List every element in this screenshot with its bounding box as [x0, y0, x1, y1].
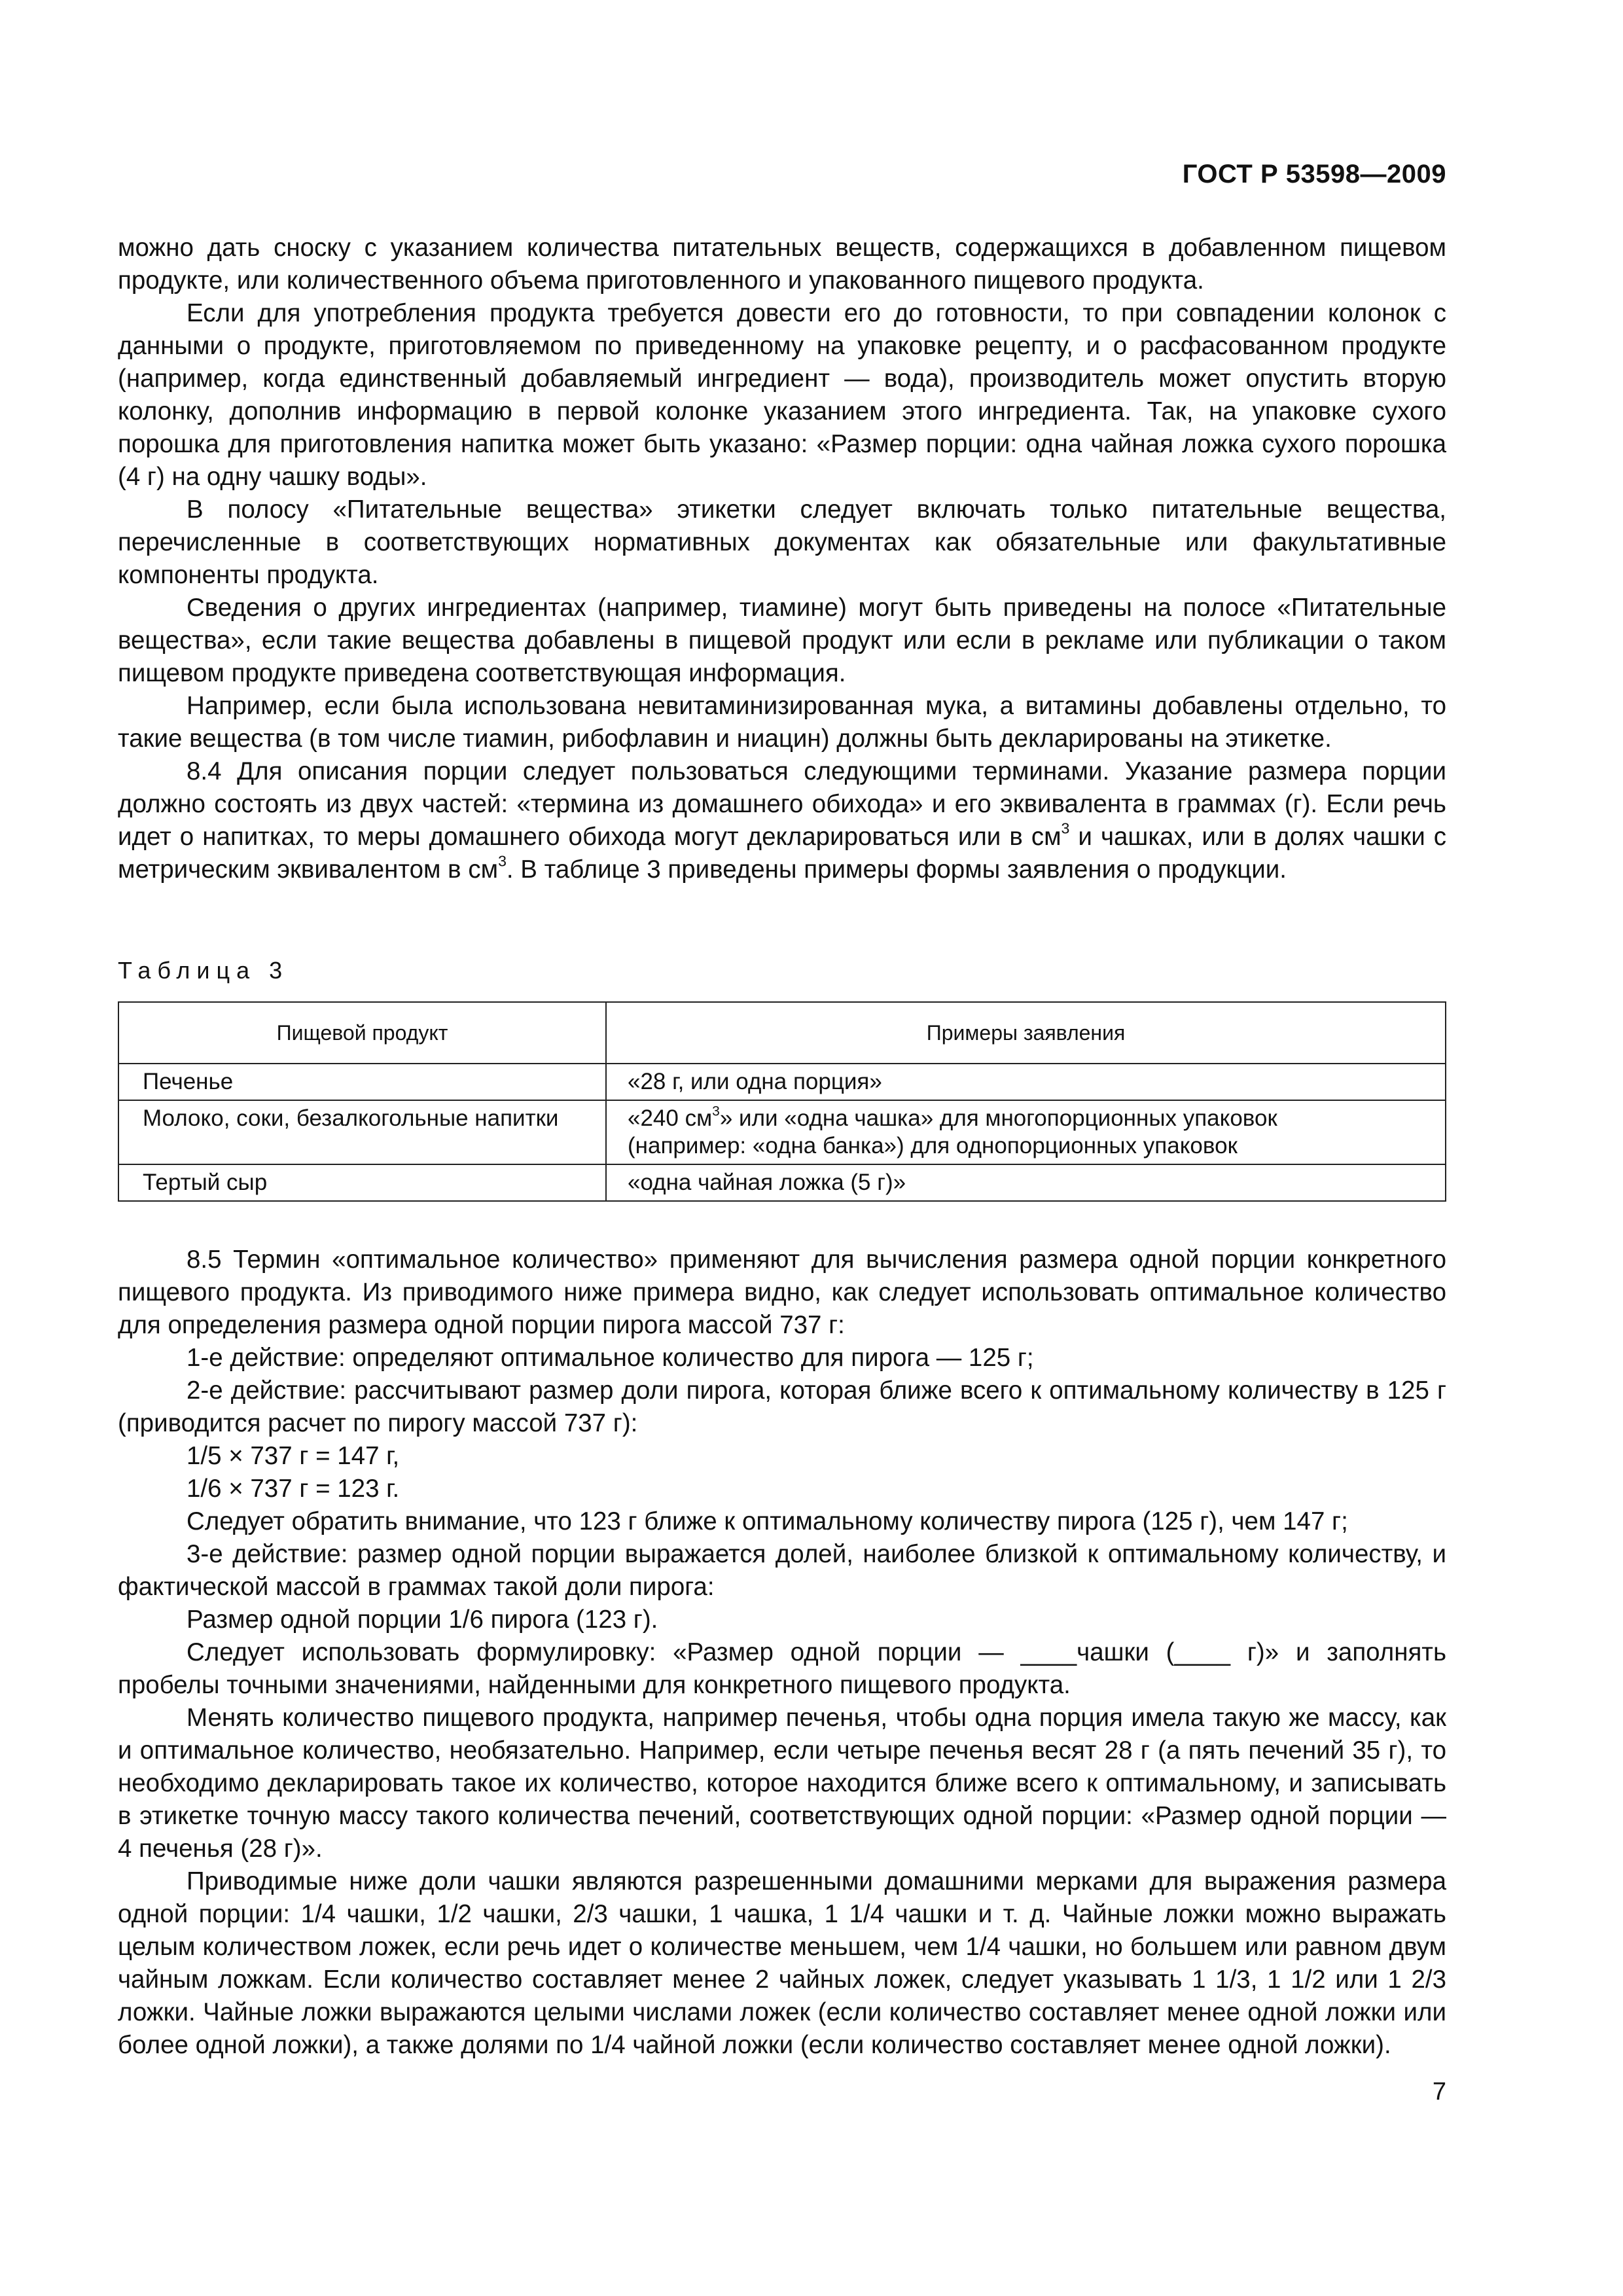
page-number: 7 — [1432, 2078, 1446, 2106]
table-row — [118, 1064, 1446, 1100]
example-pre: «240 см — [628, 1105, 713, 1131]
formula-line: 1/5 × 737 г = 147 г, — [187, 1442, 400, 1470]
paragraph: 1-е действие: определяют оптимальное количество для пирога — 125 г; — [187, 1344, 1034, 1372]
paragraph-8-4 — [118, 755, 1446, 886]
p84-part3: . В таблице 3 приведены примеры формы заявления о продукции. — [506, 855, 1287, 884]
table-3 — [118, 1001, 1446, 1202]
cell-example — [606, 1100, 1446, 1164]
p84-part1: 8.4 Для описания порции следует пользоваться следующими терминами. Указание размера порции должно состоять из двух частей: «термина из домашнего обихода» и его эквивалента в граммах (г). Если речь идет о напитках, то меры домашнего обихода могут декларироваться или в см — [118, 757, 1446, 851]
table-row — [118, 1100, 1446, 1164]
body-text-bottom — [118, 1244, 1446, 2062]
paragraph-8-5: 8.5 Термин «оптимальное количество» применяют для вычисления размера одной порции конкретного пищевого продукта. Из приводимого ниже примера видно, как следует использовать оптимальное количество для определения размера одной порции пирога массой 737 г: — [118, 1246, 1446, 1339]
cell-product: Молоко, соки, безалкогольные напитки — [118, 1100, 606, 1164]
cell-example: «28 г, или одна порция» — [606, 1064, 1446, 1100]
superscript: 3 — [1061, 819, 1070, 837]
paragraph: Приводимые ниже доли чашки являются разрешенными домашними мерками для выражения размера одной порции: 1/4 чашки, 1/2 чашки, 2/3 чашки, 1 чашка, 1 1/4 чашки и т. д. Чайные ложки можно выражать целым количеством ложек, если речь идет о количестве меньшем, чем 1/4 чашки, но большем или равном двум чайным ложкам. Если количество составляет менее 2 чайных ложек, следует указывать 1 1/3, 1 1/2 или 1 2/3 ложки. Чайные ложки выражаются целыми числами ложек (если количество составляет менее одной ложки или более одной ложки), а также долями по 1/4 чайной ложки (если количество составляет менее одной ложки). — [118, 1867, 1446, 2059]
header-product: Пищевой продукт — [118, 1002, 606, 1064]
paragraph: Например, если была использована невитаминизированная мука, а витамины добавлены отдельно, то такие вещества (в том числе тиамин, рибофлавин и ниацин) должны быть декларированы на этикетке. — [118, 692, 1446, 753]
example-post: » или «одна чашка» для многопорционных упаковок — [719, 1105, 1277, 1131]
header-examples: Примеры заявления — [606, 1002, 1446, 1064]
superscript: 3 — [498, 852, 507, 870]
paragraph: Следует использовать формулировку: «Размер одной порции — ____чашки (____ г)» и заполнять пробелы точными значениями, найденными для конкретного пищевого продукта. — [118, 1638, 1446, 1699]
cell-example: «одна чайная ложка (5 г)» — [606, 1164, 1446, 1201]
paragraph: 3-е действие: размер одной порции выражается долей, наиболее близкой к оптимальному количеству, и фактической массой в граммах такой доли пирога: — [118, 1540, 1446, 1601]
cell-product: Печенье — [118, 1064, 606, 1100]
table-row — [118, 1164, 1446, 1201]
paragraph: можно дать сноску с указанием количества питательных веществ, содержащихся в добавленном пищевом продукте, или количественного объема приготовленного и упакованного пищевого продукта. — [118, 234, 1446, 295]
paragraph: Если для употребления продукта требуется довести его до готовности, то при совпадении колонок с данными о продукте, приготовляемом по приведенному на упаковке рецепту, и о расфасованном продукте (например, когда единственный добавляемый ингредиент — вода), производитель может опустить вторую колонку, дополнив информацию в первой колонке указанием этого ингредиента. Так, на упаковке сухого порошка для приготовления напитка может быть указано: «Размер порции: одна чайная ложка сухого порошка (4 г) на одну чашку воды». — [118, 299, 1446, 491]
superscript: 3 — [712, 1103, 720, 1119]
paragraph: В полосу «Питательные вещества» этикетки следует включать только питательные вещества, перечисленные в соответствующих нормативных документах как обязательные или факультативные компоненты продукта. — [118, 495, 1446, 589]
table-header-row — [118, 1002, 1446, 1064]
document-code-header: ГОСТ Р 53598—2009 — [1182, 160, 1446, 188]
example-line2: (например: «одна банка») для однопорционных упаковок — [628, 1133, 1238, 1158]
paragraph: Сведения о других ингредиентах (например, тиамине) могут быть приведены на полосе «Питательные вещества», если такие вещества добавлены в пищевой продукт или если в рекламе или публикации о таком пищевом продукте приведена соответствующая информация. — [118, 594, 1446, 687]
formula-line: 1/6 × 737 г = 123 г. — [187, 1475, 400, 1503]
p84-part2: и чашках, или в долях чашки с метрическим эквивалентом в см — [118, 823, 1447, 884]
paragraph: Следует обратить внимание, что 123 г ближе к оптимальному количеству пирога (125 г), чем 147 г; — [187, 1507, 1348, 1535]
paragraph: Менять количество пищевого продукта, например печенья, чтобы одна порция имела такую же массу, как и оптимальное количество, необязательно. Например, если четыре печенья весят 28 г (а пять печений 35 г), то необходимо декларировать такое их количество, которое находится ближе всего к оптимальному, и записывать в этикетке точную массу такого количества печений, соответствующих одной порции: «Размер одной порции — 4 печенья (28 г)». — [118, 1704, 1446, 1863]
paragraph: Размер одной порции 1/6 пирога (123 г). — [187, 1605, 658, 1634]
table-caption: Таблица 3 — [118, 957, 289, 984]
body-text-top — [118, 232, 1446, 886]
paragraph: 2-е действие: рассчитывают размер доли пирога, которая ближе всего к оптимальному количеству в 125 г (приводится расчет по пирогу массой 737 г): — [118, 1376, 1446, 1437]
cell-product: Тертый сыр — [118, 1164, 606, 1201]
